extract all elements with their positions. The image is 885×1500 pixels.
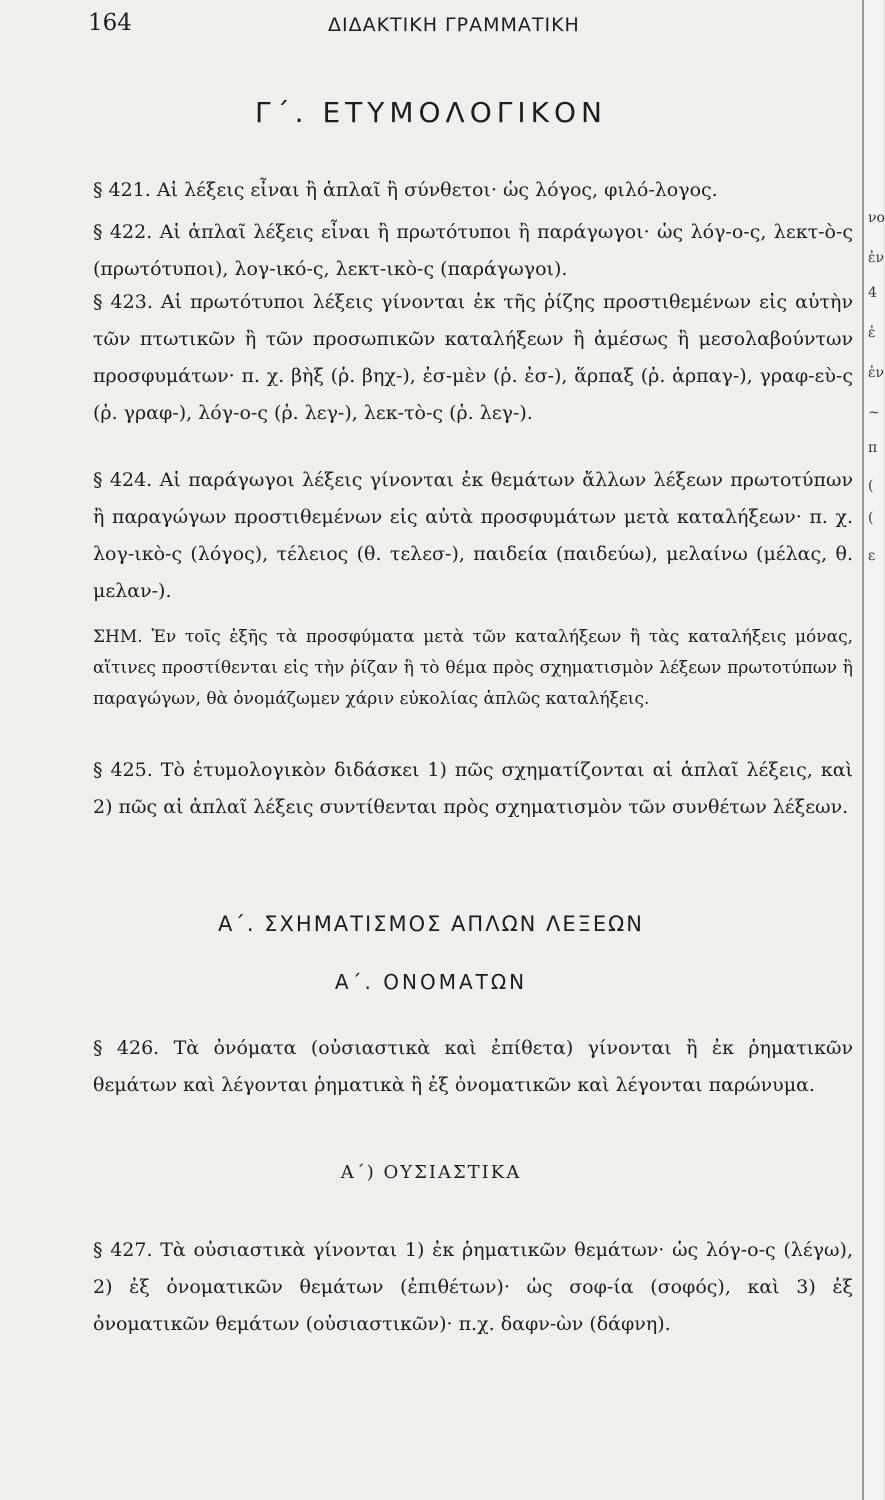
gutter-fragment: ἐν — [868, 250, 885, 266]
page-header — [88, 10, 858, 40]
gutter-fragment: ἐ — [868, 325, 876, 341]
section-title: Γ΄. ΕΤΥΜΟΛΟΓΙΚΟΝ — [255, 96, 607, 129]
note-paragraph: ΣΗΜ. Ἐν τοῖς ἑξῆς τὰ προσφύματα μετὰ τῶν καταλήξεων ἢ τὰς καταλήξεις μόνας, αἵτινες προστίθενται εἰς τὴν ῥίζαν ἢ τὸ θέμα πρὸς σχηματισμὸν λέξεων πρωτοτύπων ἢ παραγώγων, θὰ ὀνομάζωμεν χάριν εὐκολίας ἁπλῶς καταλήξεις. — [93, 627, 853, 709]
gutter-fragment: νο — [868, 210, 885, 226]
paragraph-423: § 423. Αἱ πρωτότυποι λέξεις γίνονται ἐκ τῆς ῥίζης προστιθεμένων εἰς αὐτὴν τῶν πτωτικῶν ἢ τῶν προσωπικῶν καταλήξεων ἢ ἀμέσως ἢ μεσολαβούντων προσφυμάτων· π. χ. βὴξ (ῥ. βηχ-), ἐσ-μὲν (ῥ. ἐσ-), ἅρπαξ (ῥ. ἁρπαγ-), γραφ-εὺ-ς (ῥ. γραφ-), λόγ-ο-ς (ῥ. λεγ-), λεκ-τὸ-ς (ῥ. λεγ-). — [93, 291, 853, 424]
gutter-fragment: ~ — [868, 405, 880, 421]
gutter-fragment: ( — [868, 510, 874, 526]
paragraph-422: § 422. Αἱ ἁπλαῖ λέξεις εἶναι ἢ πρωτότυποι ἢ παράγωγοι· ὡς λόγ-ο-ς, λεκτ-ὸ-ς (πρωτότυποι), λογ-ικό-ς, λεκτ-ικὸ-ς (παράγωγοι). — [93, 221, 853, 280]
heading-formation-simple-words: Α΄. ΣΧΗΜΑΤΙΣΜΟΣ ΑΠΛΩΝ ΛΕΞΕΩΝ — [218, 912, 644, 936]
running-title: ΔΙΔΑΚΤΙΚΗ ΓΡΑΜΜΑΤΙΚΗ — [328, 14, 580, 36]
gutter-fragment: ε — [868, 548, 876, 564]
heading-substantives: Α΄) ΟΥΣΙΑΣΤΙΚΑ — [340, 1162, 522, 1183]
facing-page-edge — [862, 0, 883, 1500]
heading-nouns: Α΄. ΟΝΟΜΑΤΩΝ — [334, 970, 528, 994]
gutter-fragment: 4 — [868, 285, 877, 301]
paragraph-425: § 425. Τὸ ἐτυμολογικὸν διδάσκει 1) πῶς σχηματίζονται αἱ ἁπλαῖ λέξεις, καὶ 2) πῶς αἱ ἁπλαῖ λέξεις συντίθενται πρὸς σχηματισμὸν τῶν συνθέτων λέξεων. — [93, 759, 853, 818]
gutter-fragment: ( — [868, 478, 874, 494]
paragraph-421: § 421. Αἱ λέξεις εἶναι ἢ ἁπλαῖ ἢ σύνθετοι· ὡς λόγος, φιλό-λογος. — [93, 179, 718, 201]
paragraph-424: § 424. Αἱ παράγωγοι λέξεις γίνονται ἐκ θεμάτων ἄλλων λέξεων πρωτοτύπων ἢ παραγώγων προστιθεμένων εἰς αὐτὰ προσφυμάτων μετὰ καταλήξεων· π. χ. λογ-ικὸ-ς (λόγος), τέλειος (θ. τελεσ-), παιδεία (παιδεύω), μελαίνω (μέλας, θ. μελαν-). — [93, 469, 853, 602]
page-number: 164 — [88, 10, 132, 36]
gutter-fragment: π — [868, 440, 878, 456]
paragraph-426: § 426. Τὰ ὀνόματα (οὐσιαστικὰ καὶ ἐπίθετα) γίνονται ἢ ἐκ ῥηματικῶν θεμάτων καὶ λέγονται ῥηματικὰ ἢ ἐξ ὀνοματικῶν καὶ λέγονται παρώνυμα. — [93, 1037, 853, 1096]
gutter-fragment: ἐν — [868, 365, 885, 381]
paragraph-427: § 427. Τὰ οὐσιαστικὰ γίνονται 1) ἐκ ῥηματικῶν θεμάτων· ὡς λόγ-ο-ς (λέγω), 2) ἐξ ὀνοματικῶν θεμάτων (ἐπιθέτων)· ὡς σοφ-ία (σοφός), καὶ 3) ἐξ ὀνοματικῶν θεμάτων (οὐσιαστικῶν)· π.χ. δαφν-ὼν (δάφνη). — [93, 1239, 853, 1335]
